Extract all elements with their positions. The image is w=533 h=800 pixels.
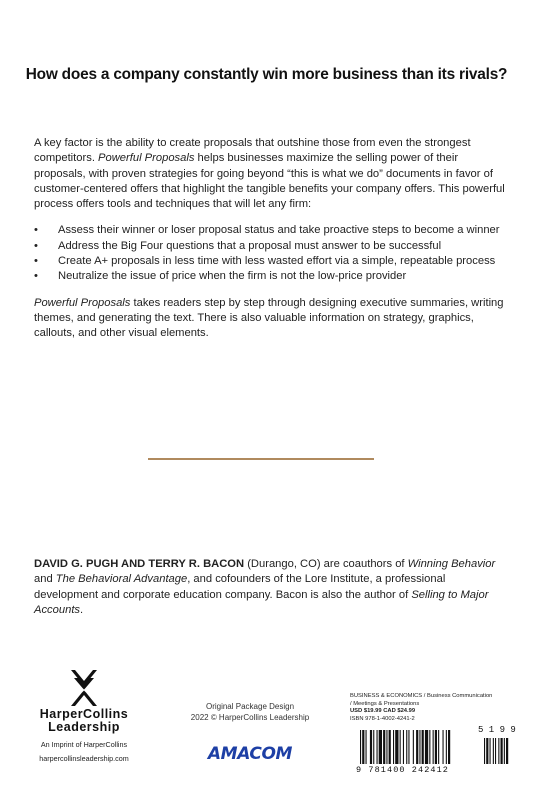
barcode-bar: [495, 738, 496, 764]
barcode-bar: [501, 738, 503, 764]
barcode-bar: [486, 738, 488, 764]
publisher-logo: [28, 670, 140, 763]
list-item: • Assess their winner or loser proposal status and take proactive steps to become a winner: [34, 223, 506, 238]
barcode-bar: [370, 730, 372, 764]
barcode-info: BUSINESS & ECONOMICS / Business Communication / Meetings & Presentations USD $19.99 CAD $24.99 ISBN 978-1-4002-4241-2: [350, 693, 493, 723]
list-item: • Create A+ proposals in less time with less wasted effort via a simple, repeatable process: [34, 254, 506, 269]
author-names: DAVID G. PUGH AND TERRY R. BACON: [34, 558, 245, 570]
benefit-list: [34, 223, 506, 284]
description-second: Powerful Proposals takes readers step by step through designing executive summaries, writing themes, and generating the text. There is also valuable information on strategy, graphics, callouts, and other visual elements.: [34, 296, 504, 340]
barcode-bar: [490, 738, 491, 764]
barcode-bar: [419, 730, 420, 764]
barcode-bar: [406, 730, 407, 764]
barcode-bar: [393, 730, 394, 764]
barcode-bar: [448, 730, 450, 764]
harpercollins-flame-icon: [69, 670, 99, 706]
barcode-bar: [425, 730, 428, 764]
list-item: • Neutralize the issue of price when the firm is not the low-price provider: [34, 269, 506, 284]
barcode-bar: [395, 730, 398, 764]
barcode-bar: [400, 730, 401, 764]
barcode-bar: [379, 730, 382, 764]
amacom-logo: AMACOM: [207, 744, 293, 764]
barcode-bar: [506, 738, 508, 764]
description: [34, 136, 506, 342]
barcode-bar: [484, 738, 485, 764]
barcode-bar: [498, 738, 499, 764]
headline: How does a company constantly win more business than its rivals?: [25, 66, 508, 83]
barcode-bar: [416, 730, 418, 764]
barcode-bar: [435, 730, 437, 764]
barcode-bar: [443, 730, 444, 764]
barcode-bar: [386, 730, 387, 764]
barcode-bar: [429, 730, 430, 764]
barcode-bar: [422, 730, 424, 764]
barcode-bar: [360, 730, 361, 764]
barcode-bar: [403, 730, 404, 764]
barcode-bar: [493, 738, 494, 764]
barcode-digits: 9 781400 242412: [356, 765, 450, 775]
publisher-imprint: An Imprint of HarperCollins: [40, 740, 128, 749]
barcode-bar: [438, 730, 439, 764]
barcode-bar: [408, 730, 409, 764]
package-credit: Original Package Design 2022 © HarperCollins Leadership: [190, 702, 310, 722]
barcode-bar: [446, 730, 447, 764]
barcode-bar: [377, 730, 378, 764]
barcode-bar: [433, 730, 434, 764]
author-bio: DAVID G. PUGH AND TERRY R. BACON (Durango, CO) are coauthors of Winning Behavior and The Behavioral Advantage, and cofounders of the Lore Institute, a professional development and corporate education company. Bacon is also the author of Selling to Major Accounts.: [34, 558, 496, 616]
barcode-bar: [383, 730, 385, 764]
barcode-bar: [373, 730, 374, 764]
description-intro: A key factor is the ability to create proposals that outshine those from even the strongest competitors. Powerful Proposals helps businesses maximize the selling power of their proposals, with proven strategies for going beyond “this is what we do” documents in favor of customer-centered offers that highlight the tangible benefits your company offers. This powerful process offers tools and techniques that will let any firm:: [34, 137, 505, 211]
barcode-bar: [504, 738, 505, 764]
barcode-price-code: 5 1 9 9: [478, 725, 516, 735]
publisher-url: harpercollinsleadership.com: [39, 754, 129, 763]
divider-rule: [148, 458, 374, 460]
barcode-bar: [413, 730, 414, 764]
barcode-bar: [389, 730, 391, 764]
barcode-bar: [366, 730, 367, 764]
publisher-name: HarperCollins Leadership: [39, 707, 129, 734]
book-title: Powerful Proposals: [98, 152, 195, 165]
book-title: Powerful Proposals: [34, 296, 131, 309]
barcode-bar: [362, 730, 364, 764]
list-item: • Address the Big Four questions that a proposal must answer to be successful: [34, 239, 506, 254]
